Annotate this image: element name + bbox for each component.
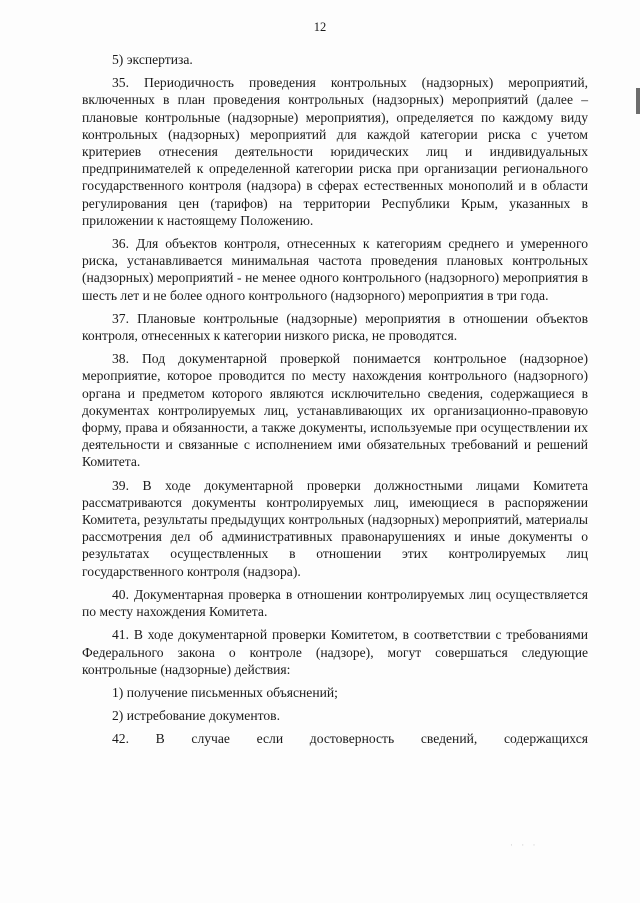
paragraph-36: 36. Для объектов контроля, отнесенных к категориям среднего и умеренного риска, устанавливается минимальная частота проведения плановых контрольных (надзорных) мероприятий - не менее одного контрольного (надзорного) мероприятия в шесть лет и не более одного контрольного (надзорного) мероприятия в три года.	[82, 236, 588, 303]
list-item-1: 1) получение письменных объяснений;	[112, 684, 338, 700]
paragraph-39: 39. В ходе документарной проверки должностными лицами Комитета рассматриваются документы контролируемых лиц, имеющиеся в распоряжении Комитета, результаты предыдущих контрольных (надзорных) мероприятий, материалы рассмотрения дел об административных правонарушениях и иные документы о результатах осуществленных в отношении этих контролируемых лиц государственного контроля (надзора).	[82, 477, 588, 579]
paragraph-40: 40. Документарная проверка в отношении контролируемых лиц осуществляется по месту нахождения Комитета.	[82, 586, 588, 620]
paragraph-41: 41. В ходе документарной проверки Комитетом, в соответствии с требованиями Федерального закона о контроле (надзоре), могут совершаться следующие контрольные (надзорные) действия:	[82, 627, 588, 677]
paragraph-item-5: 5) экспертиза.	[112, 52, 193, 67]
paragraph-38: 38. Под документарной проверкой понимается контрольное (надзорное) мероприятие, которое проводится по месту нахождения контрольного (надзорного) органа и предметом которого являются исключительно сведения, содержащиеся в документах контролируемых лиц, устанавливающих их организационно-правовую форму, права и обязанности, а также документы, используемые при осуществлении их деятельности и связанные с исполнением ими обязательных требований и решений Комитета.	[82, 351, 588, 470]
paragraph-37: 37. Плановые контрольные (надзорные) мероприятия в отношении объектов контроля, отнесенных к категории низкого риска, не проводятся.	[82, 310, 588, 344]
paragraph-35: 35. Периодичность проведения контрольных (надзорных) мероприятий, включенных в план проведения контрольных (надзорных) мероприятий (далее – плановые контрольные (надзорные) мероприятия), определяется по каждому виду контрольных (надзорных) мероприятий для каждой категории риска с учетом критериев отнесения деятельности юридических лиц и индивидуальных предпринимателей к определенной категории риска при организации регионального государственного контроля (надзора) в сферах естественных монополий и в области регулирования цен (тарифов) на территории Республики Крым, указанных в приложении к настоящему Положению.	[82, 75, 588, 228]
scan-edge-mark	[636, 88, 640, 114]
document-body	[82, 51, 588, 754]
page-number: 12	[313, 20, 327, 34]
list-item-2: 2) истребование документов.	[112, 708, 280, 724]
paragraph-42: 42. В случае если достоверность сведений, содержащихся	[112, 731, 588, 747]
scan-noise-dots: · · ·	[510, 840, 539, 850]
